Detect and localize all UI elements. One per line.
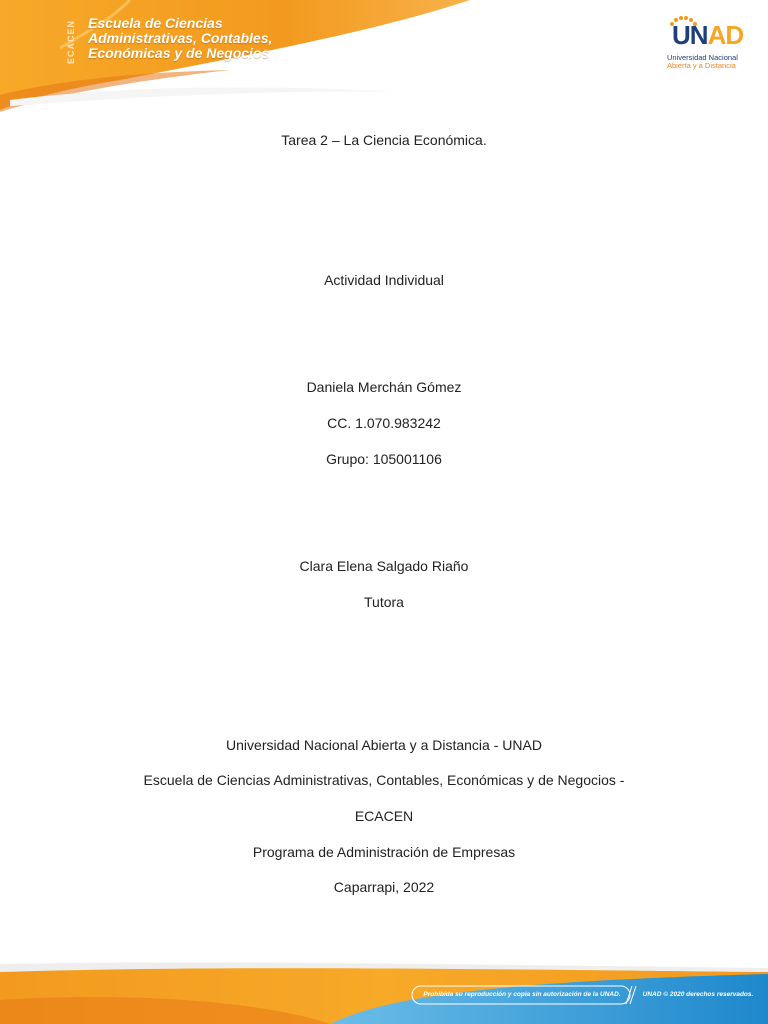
document-title: Tarea 2 – La Ciencia Económica. <box>281 132 487 148</box>
logo-subtitle-line2: Abierta y a Distancia <box>667 61 736 70</box>
school-line-1: Escuela de Ciencias Administrativas, Contables, Económicas y de Negocios - <box>143 772 625 788</box>
student-name: Daniela Merchán Gómez <box>306 379 462 395</box>
logo-wordmark <box>672 14 743 56</box>
footer-banner <box>0 960 768 1024</box>
school-name-line: Económicas y de Negocios <box>88 45 270 61</box>
logo-subtitle-line1: Universidad Nacional <box>667 53 738 62</box>
school-name-line: Administrativas, Contables, <box>88 30 273 46</box>
logo-wordmark-un: UN <box>672 20 708 50</box>
tutor-role: Tutora <box>364 594 404 610</box>
group-number: Grupo: 105001106 <box>326 451 442 467</box>
logo-wordmark-ad: AD <box>707 20 744 50</box>
copy-notice: Prohibida su reproducción y copia sin autorización de la UNAD. <box>423 991 621 998</box>
tutor-name: Clara Elena Salgado Riaño <box>299 558 469 574</box>
school-tag: ECACEN <box>66 20 76 65</box>
unad-logo <box>664 14 760 86</box>
university-name: Universidad Nacional Abierta y a Distancia - UNAD <box>226 737 542 753</box>
rights-notice: UNAD © 2020 derechos reservados. <box>642 991 754 998</box>
school-name-line: Escuela de Ciencias <box>88 15 223 31</box>
program-name: Programa de Administración de Empresas <box>252 844 516 860</box>
header-banner <box>0 0 768 120</box>
place-and-year: Caparrapi, 2022 <box>333 879 435 895</box>
logo-subtitle <box>667 54 738 70</box>
activity-type: Actividad Individual <box>324 272 444 288</box>
student-id: CC. 1.070.983242 <box>327 415 441 431</box>
school-name <box>88 16 272 61</box>
school-line-2: ECACEN <box>354 808 414 824</box>
